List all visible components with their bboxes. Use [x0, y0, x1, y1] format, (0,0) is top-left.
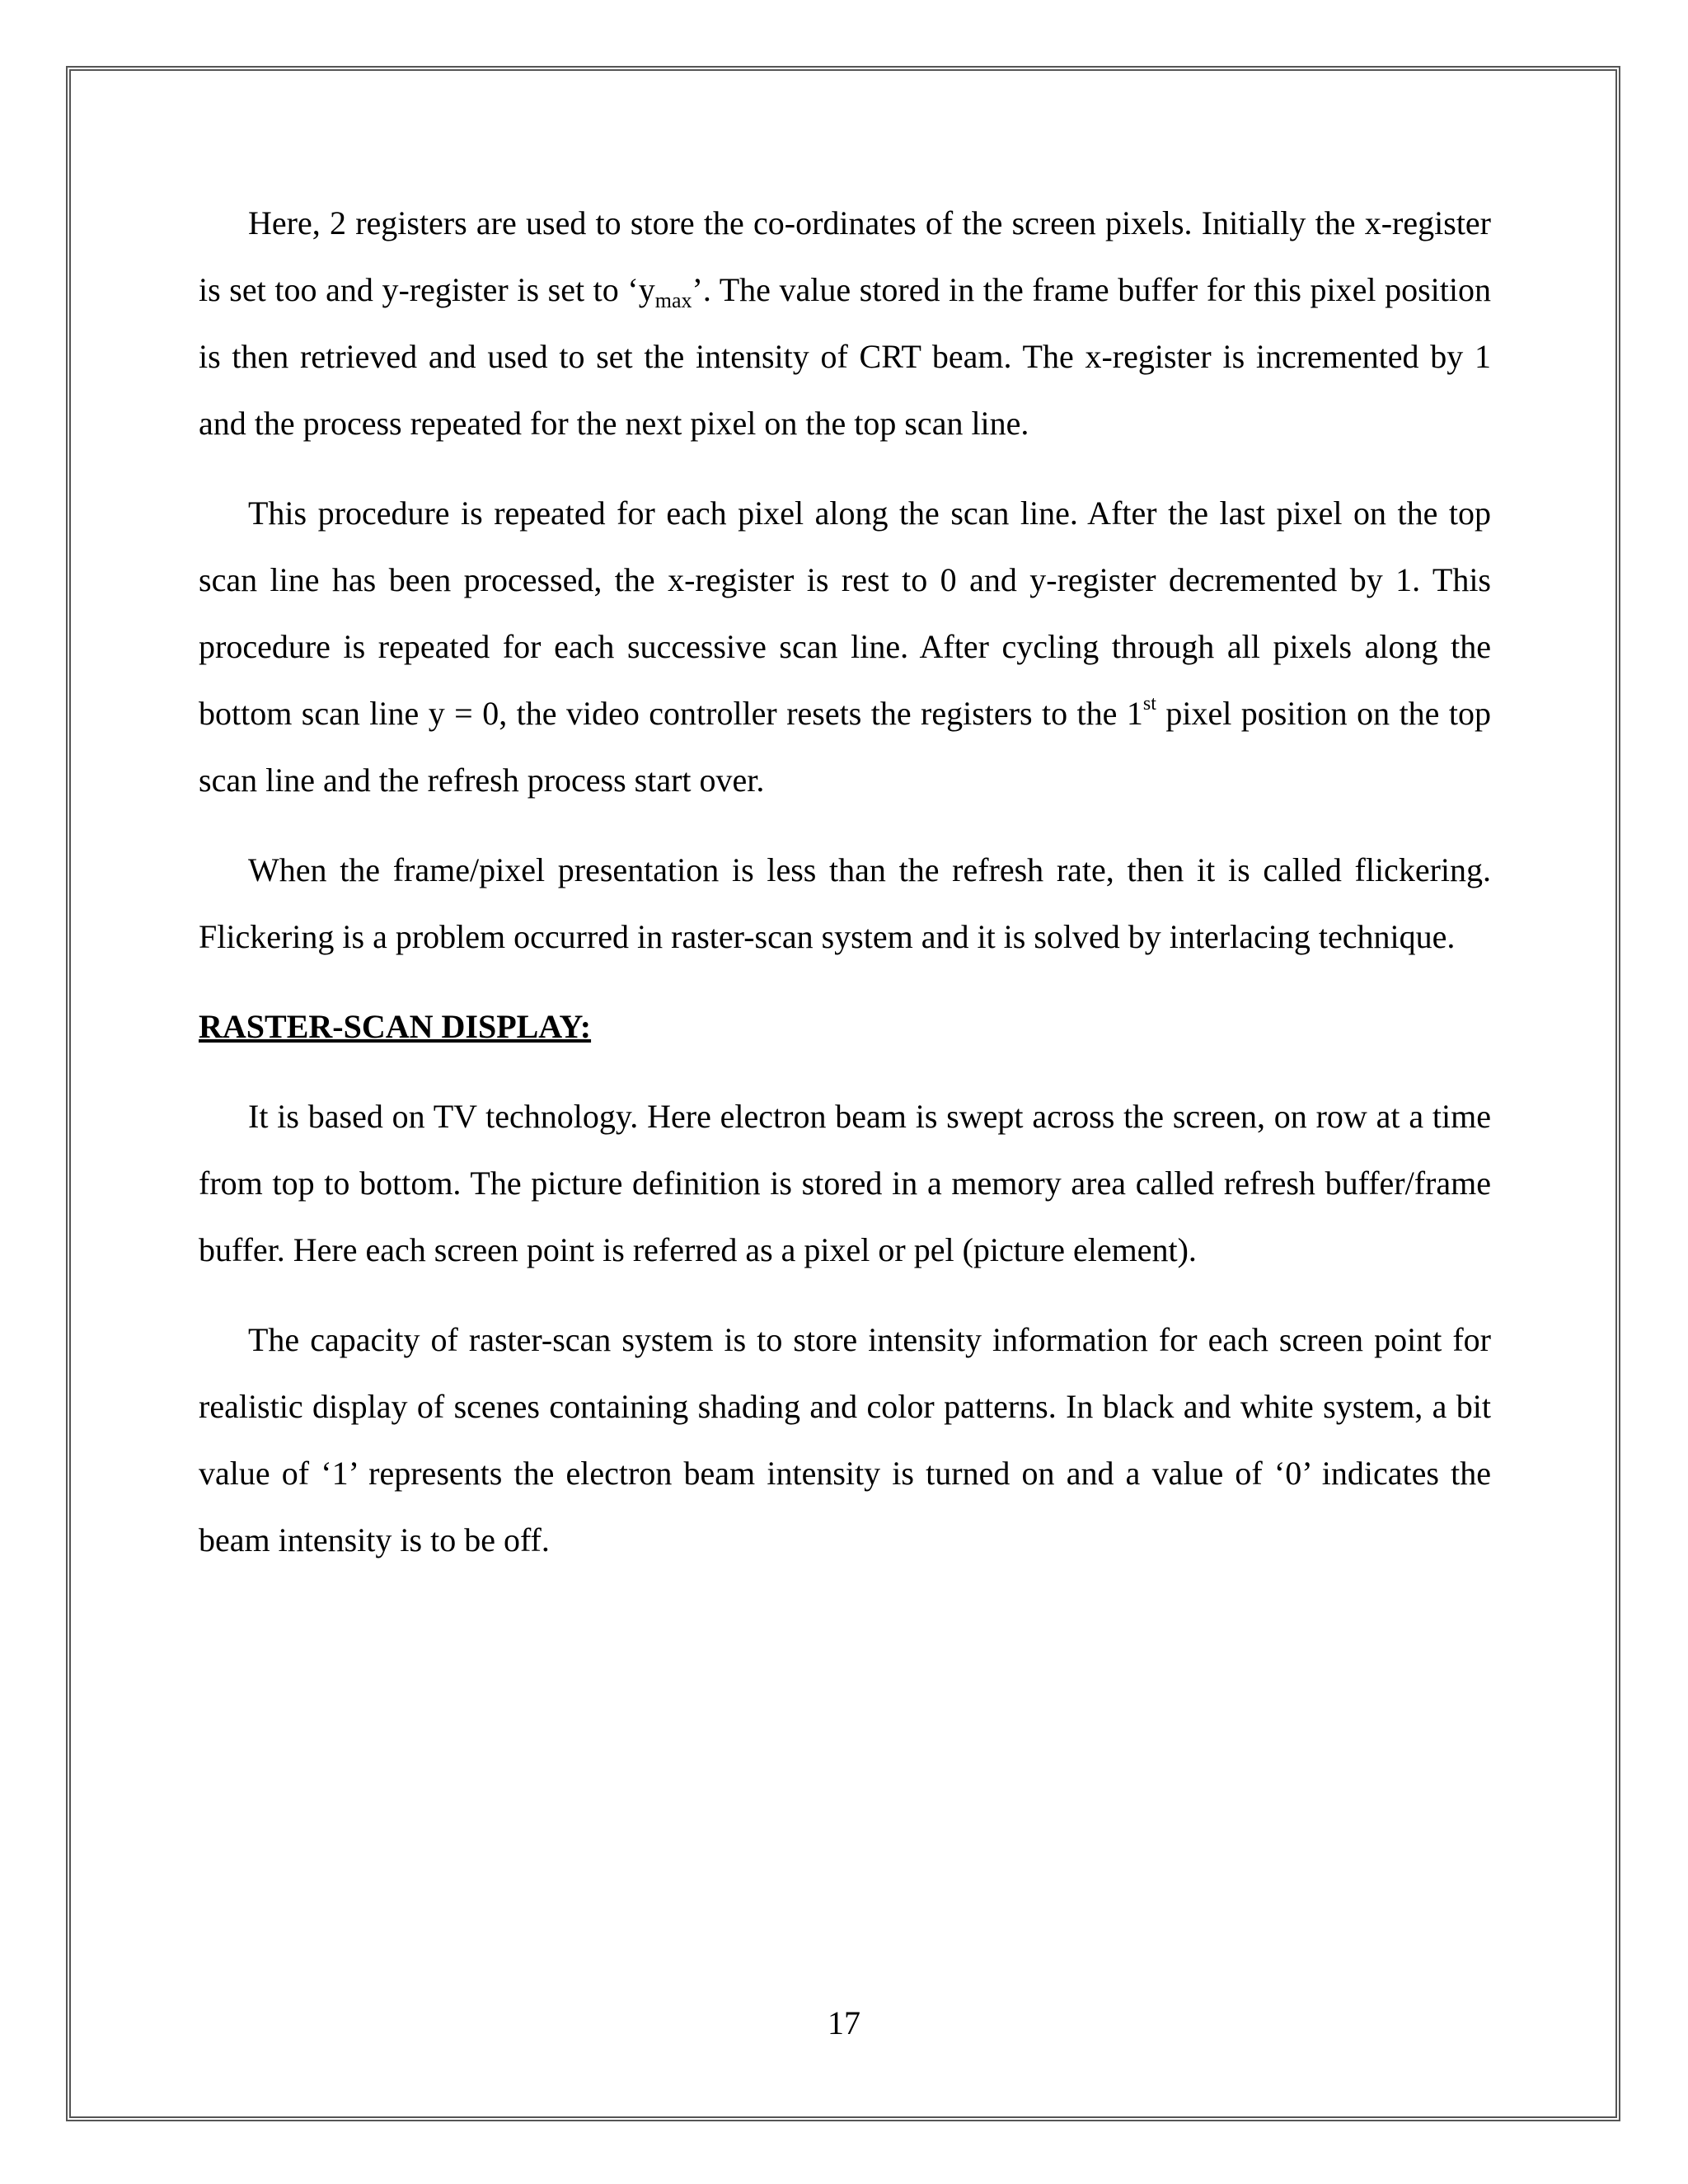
paragraph-procedure-text-2: pixel position on the top scan line and the refresh process start over. [199, 695, 1491, 799]
paragraph-procedure-text-1: This procedure is repeated for each pixel along the scan line. After the last pixel on the top scan line has been processed, the x-register is rest to 0 and y-register decremented by 1. This procedure is repeated for each successive scan line. After cycling through all pixels along the bottom scan line y = 0, the video controller resets the registers to the 1 [199, 494, 1491, 732]
paragraph-registers [199, 190, 1491, 457]
page-content [199, 190, 1491, 1596]
paragraph-registers-text-1: Here, 2 registers are used to store the co-ordinates of the screen pixels. Initially the x-register is set too and y-register is set to ‘y [199, 204, 1491, 308]
paragraph-capacity: The capacity of raster-scan system is to store intensity information for each screen point for realistic display of scenes containing shading and color patterns. In black and white system, a bit value of ‘1’ represents the electron beam intensity is turned on and a value of ‘0’ indicates the beam intensity is to be off. [199, 1321, 1491, 1558]
subscript-max: max [654, 288, 692, 312]
paragraph-registers-text-2: ’. The value stored in the frame buffer for this pixel position is then retrieved and used to set the intensity of CRT beam. The x-register is incremented by 1 and the process repeated for the next pixel on the top scan line. [199, 271, 1491, 442]
superscript-st: st [1142, 693, 1156, 715]
paragraph-flickering: When the frame/pixel presentation is less than the refresh rate, then it is called flickering. Flickering is a problem occurred in raster-scan system and it is solved by interlacing technique. [199, 851, 1491, 955]
section-heading: RASTER-SCAN DISPLAY: [199, 1008, 592, 1045]
paragraph-procedure [199, 480, 1491, 813]
paragraph-tv-technology: It is based on TV technology. Here electron beam is swept across the screen, on row at a time from top to bottom. The picture definition is stored in a memory area called refresh buffer/frame buffer. Here each screen point is referred as a pixel or pel (picture element). [199, 1098, 1491, 1268]
page-number: 17 [828, 2004, 860, 2041]
